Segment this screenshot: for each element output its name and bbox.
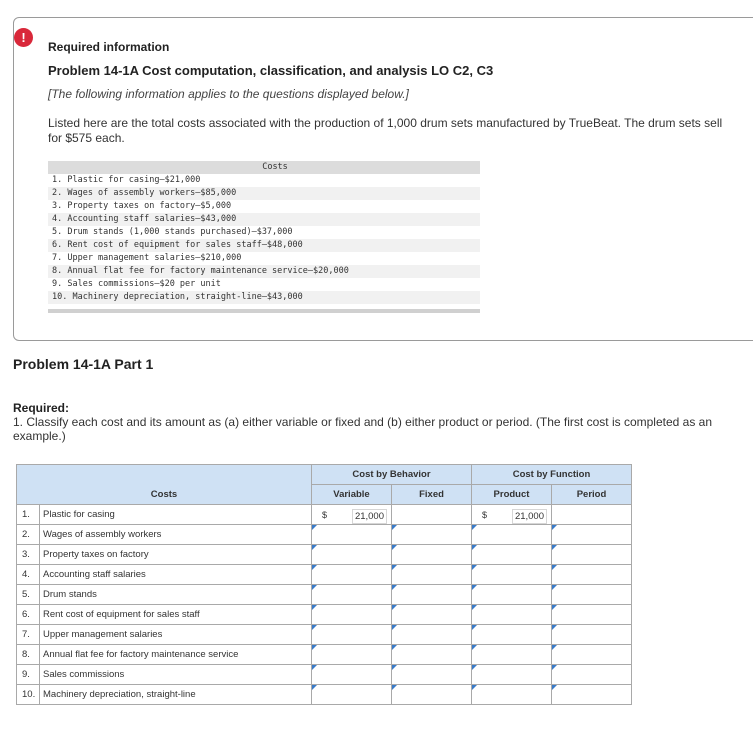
fixed-input[interactable]	[392, 625, 472, 645]
currency-symbol: $	[482, 510, 488, 520]
classification-table	[16, 464, 632, 705]
period-input[interactable]	[552, 525, 632, 545]
currency-symbol: $	[322, 510, 328, 520]
period-input[interactable]	[552, 685, 632, 705]
cost-line: 8. Annual flat fee for factory maintenance service–$20,000	[48, 265, 480, 278]
fixed-input[interactable]	[392, 605, 472, 625]
table-row	[17, 585, 632, 605]
product-header: Product	[472, 485, 552, 505]
product-input[interactable]	[472, 625, 552, 645]
cost-line: 1. Plastic for casing–$21,000	[52, 175, 201, 185]
row-number: 10.	[17, 685, 40, 705]
problem-title: Problem 14-1A Cost computation, classification, and analysis LO C2, C3	[48, 63, 494, 78]
part-title: Problem 14-1A Part 1	[13, 356, 154, 372]
table-row	[17, 505, 632, 525]
table-header-row	[17, 465, 632, 485]
row-number: 9.	[17, 665, 40, 685]
row-label: Machinery depreciation, straight-line	[40, 685, 312, 705]
product-cell-example	[472, 505, 552, 525]
fixed-input[interactable]	[392, 685, 472, 705]
product-input[interactable]	[472, 585, 552, 605]
product-input[interactable]	[472, 665, 552, 685]
example-amount: 21,000	[512, 509, 547, 524]
cost-line: 5. Drum stands (1,000 stands purchased)–$37,000	[52, 227, 293, 237]
row-label: Wages of assembly workers	[40, 525, 312, 545]
cost-line: 7. Upper management salaries–$210,000	[52, 253, 242, 263]
intro-note: [The following information applies to the questions displayed below.]	[48, 87, 409, 101]
period-input[interactable]	[552, 585, 632, 605]
period-input[interactable]	[552, 545, 632, 565]
cost-line: 9. Sales commissions–$20 per unit	[52, 279, 221, 289]
row-number: 3.	[17, 545, 40, 565]
row-number: 8.	[17, 645, 40, 665]
variable-input[interactable]	[312, 525, 392, 545]
costs-list-footer-bar	[48, 309, 480, 313]
row-label: Property taxes on factory	[40, 545, 312, 565]
row-number: 2.	[17, 525, 40, 545]
period-input[interactable]	[552, 605, 632, 625]
product-input[interactable]	[472, 545, 552, 565]
table-row	[17, 645, 632, 665]
row-number: 4.	[17, 565, 40, 585]
fixed-input[interactable]	[392, 665, 472, 685]
row-label: Drum stands	[40, 585, 312, 605]
fixed-input[interactable]	[392, 585, 472, 605]
problem-description: Listed here are the total costs associated with the production of 1,000 drum sets manufactured by TrueBeat. The drum sets sell for $575 each.	[48, 116, 723, 145]
fixed-input[interactable]	[392, 545, 472, 565]
variable-cell-example	[312, 505, 392, 525]
period-header: Period	[552, 485, 632, 505]
fixed-cell-example	[392, 505, 472, 525]
cost-by-function-header: Cost by Function	[472, 465, 632, 485]
product-input[interactable]	[472, 565, 552, 585]
row-label: Sales commissions	[40, 665, 312, 685]
example-amount: 21,000	[352, 509, 387, 524]
fixed-input[interactable]	[392, 525, 472, 545]
product-input[interactable]	[472, 605, 552, 625]
table-row	[17, 605, 632, 625]
variable-input[interactable]	[312, 645, 392, 665]
period-input[interactable]	[552, 565, 632, 585]
variable-input[interactable]	[312, 585, 392, 605]
period-input[interactable]	[552, 625, 632, 645]
table-row	[17, 545, 632, 565]
row-label: Accounting staff salaries	[40, 565, 312, 585]
variable-input[interactable]	[312, 605, 392, 625]
cost-line: 2. Wages of assembly workers–$85,000	[48, 187, 480, 200]
variable-input[interactable]	[312, 665, 392, 685]
costs-list-header: Costs	[48, 161, 480, 174]
fixed-input[interactable]	[392, 565, 472, 585]
table-row	[17, 625, 632, 645]
costs-column-header: Costs	[17, 465, 312, 505]
table-row	[17, 685, 632, 705]
row-label: Rent cost of equipment for sales staff	[40, 605, 312, 625]
table-row	[17, 525, 632, 545]
variable-input[interactable]	[312, 565, 392, 585]
cost-line: 4. Accounting staff salaries–$43,000	[48, 213, 480, 226]
table-row	[17, 565, 632, 585]
required-text: 1. Classify each cost and its amount as (a) either variable or fixed and (b) either product or period. (The first cost is completed as an example.)	[13, 415, 712, 443]
row-label: Plastic for casing	[40, 505, 312, 525]
variable-input[interactable]	[312, 625, 392, 645]
row-number: 5.	[17, 585, 40, 605]
alert-icon: !	[14, 28, 33, 47]
row-number: 1.	[17, 505, 40, 525]
required-label: Required:	[13, 401, 70, 415]
period-input[interactable]	[552, 645, 632, 665]
cost-line: 6. Rent cost of equipment for sales staff–$48,000	[48, 239, 480, 252]
row-number: 6.	[17, 605, 40, 625]
fixed-input[interactable]	[392, 645, 472, 665]
fixed-header: Fixed	[392, 485, 472, 505]
cost-by-behavior-header: Cost by Behavior	[312, 465, 472, 485]
period-input[interactable]	[552, 665, 632, 685]
variable-input[interactable]	[312, 545, 392, 565]
cost-line: 3. Property taxes on factory–$5,000	[52, 201, 232, 211]
product-input[interactable]	[472, 525, 552, 545]
variable-header: Variable	[312, 485, 392, 505]
required-information-heading: Required information	[48, 40, 170, 54]
table-row	[17, 665, 632, 685]
row-number: 7.	[17, 625, 40, 645]
row-label: Annual flat fee for factory maintenance service	[40, 645, 312, 665]
variable-input[interactable]	[312, 685, 392, 705]
product-input[interactable]	[472, 685, 552, 705]
product-input[interactable]	[472, 645, 552, 665]
cost-line: 10. Machinery depreciation, straight-line–$43,000	[48, 291, 480, 304]
row-label: Upper management salaries	[40, 625, 312, 645]
costs-list-box	[48, 161, 480, 313]
period-cell-example	[552, 505, 632, 525]
